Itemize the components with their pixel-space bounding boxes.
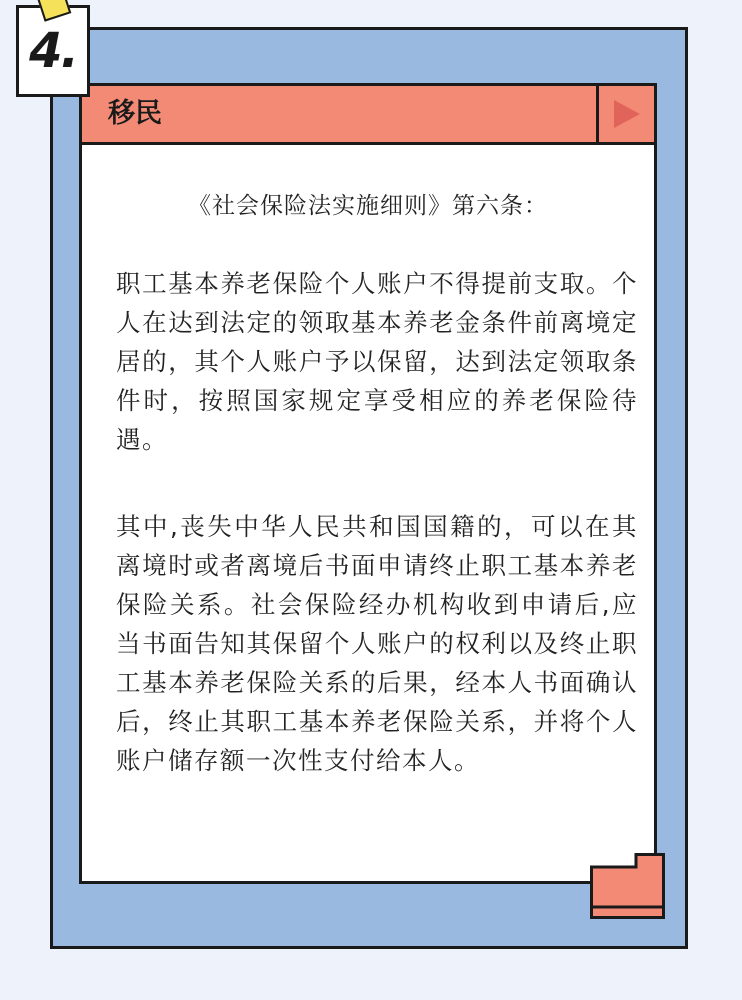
folded-corner-decoration — [590, 853, 665, 919]
play-triangle-icon — [612, 98, 642, 130]
paragraph-2: 其中,丧失中华人民共和国国籍的，可以在其离境时或者离境后书面申请终止职工基本养老保险关系。社会保险经办机构收到申请后,应当书面告知其保留个人账户的权利以及终止职工基本养老保险关系的后果，经本人书面确认后，终止其职工基本养老保险关系，并将个人账户储存额一次性支付给本人。 — [116, 512, 638, 775]
section-number: 4. — [29, 23, 77, 79]
content-panel — [79, 142, 657, 884]
paragraph-1: 职工基本养老保险个人账户不得提前支取。个人在达到法定的领取基本养老金条件前离境定居的，其个人账户予以保留，达到法定领取条件时，按照国家规定享受相应的养老保险待遇。 — [116, 269, 638, 454]
section-title: 移民 — [108, 98, 162, 129]
play-button[interactable] — [596, 86, 654, 142]
title-bar — [79, 83, 657, 145]
clause-heading: 《社会保险法实施细则》第六条： — [188, 193, 548, 219]
